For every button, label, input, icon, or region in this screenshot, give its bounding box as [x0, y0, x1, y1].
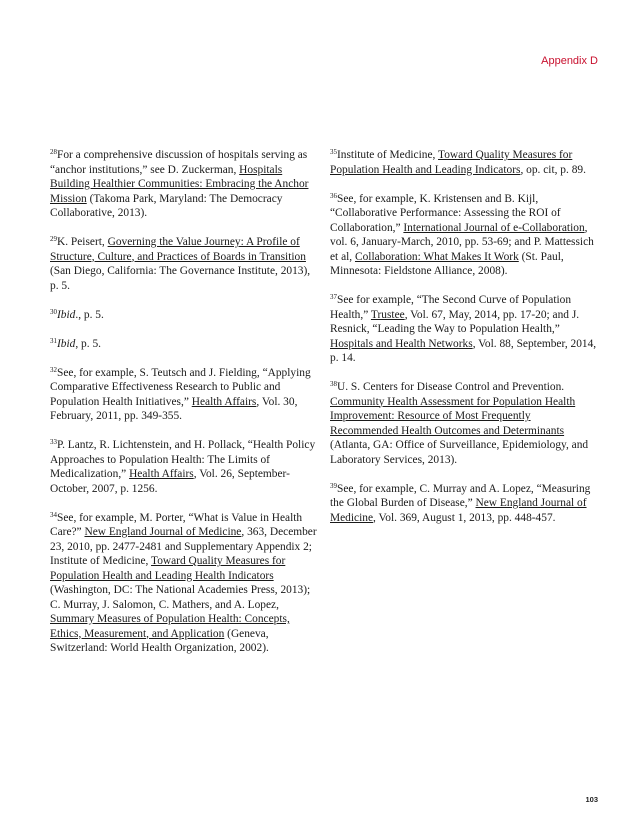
citation-title: Hospitals Building Healthier Communities: Embracing the Anchor Mission	[50, 163, 309, 205]
ibid-text: Ibid	[57, 308, 76, 321]
citation-title: New England Journal of Medicine	[330, 497, 587, 524]
footnote-39: $^{39}$See, for example, C. Murray and A. Lopez, “Measuring the Global Burden of Disease,” New England Journal of Medicine, Vol. 369, August 1, 2013, pp. 448-457.	[330, 481, 591, 524]
footnote-number: 34	[50, 510, 57, 519]
citation-title: Collaboration: What Makes It Work	[354, 250, 519, 263]
footnote-36: $^{36}$See, for example, K. Kristensen and B. Kijl, “Collaborative Performance: Assessing the ROI of Collaboration,” International Journal of e-Collaboration, vol. 6, January-March, 2010, pp. 53-69; and P. Mattessich et al, Collaboration: What Makes It Work (St. Paul, Minnesota: Fieldstone Alliance, 2008).	[330, 191, 594, 277]
citation-title: New England Journal of Medicine	[84, 526, 242, 538]
footnote-number: 35	[330, 148, 337, 156]
footnotes-right-column	[330, 148, 600, 540]
footnote-35: $^{35}$Institute of Medicine, Toward Quality Measures for Population Health and Leading Indicators, op. cit, p. 89.	[330, 148, 586, 176]
footnote-30: $^{30}$Ibid., p. 5.	[50, 307, 104, 321]
citation-title: Toward Quality Measures for Population Health and Leading Health Indicators	[50, 555, 286, 582]
citation-title: Toward Quality Measures for Population Health and Leading Indicators	[330, 149, 573, 176]
footnote-number: 30	[50, 307, 57, 316]
footnote-number: 37	[330, 293, 337, 301]
footnote-number: 39	[330, 481, 337, 490]
footnote-34: $^{34}$See, for example, M. Porter, “What is Value in Health Care?” New England Journal of Medicine, 363, December 23, 2010, pp. 2477-2481 and Supplementary Appendix 2; Institute of Medicine, Toward Quality Measures for Population Health and Leading Health Indicators (Washington, DC: The National Academies Press, 2013); C. Murray, J. Salomon, C. Mathers, and A. Lopez, Summary Measures of Population Health: Concepts, Ethics, Measurement, and Application (Geneva, Switzerland: World Health Organization, 2002).	[50, 510, 317, 654]
footnote-33: $^{33}$P. Lantz, R. Lichtenstein, and H. Pollack, “Health Policy Approaches to Population Health: The Limits of Medicalization,” Health Affairs, Vol. 26, September-October, 2007, p. 1256.	[50, 438, 316, 495]
footnotes-left-column	[50, 148, 318, 670]
citation-title: Community Health Assessment for Population Health Improvement: Resource of Most Frequently Recommended Health Outcomes and Determinants	[330, 395, 576, 437]
footnote-number: 36	[330, 191, 337, 200]
citation-title: Hospitals and Health Networks	[330, 337, 473, 350]
footnote-29: $^{29}$K. Peisert, Governing the Value Journey: A Profile of Structure, Culture, and Practices of Boards in Transition (San Diego, California: The Governance Institute, 2013), p. 5.	[50, 235, 311, 292]
footnote-number: 29	[50, 235, 57, 243]
footnote-32: $^{32}$See, for example, S. Teutsch and J. Fielding, “Applying Comparative Effectiveness Research to Public and Population Health Initiatives,” Health Affairs, Vol. 30, February, 2011, pp. 349-355.	[50, 365, 311, 422]
appendix-label: Appendix D	[541, 55, 598, 67]
citation-title: Summary Measures of Population Health: Concepts, Ethics, Measurement, and Application	[50, 613, 290, 640]
citation-title: International Journal of e-Collaboration	[403, 221, 585, 234]
footnote-number: 28	[50, 148, 57, 156]
citation-title: Governing the Value Journey: A Profile of Structure, Culture, and Practices of Boards in Transition	[50, 236, 306, 263]
footnote-31: $^{31}$Ibid, p. 5.	[50, 336, 101, 350]
ibid-text: Ibid	[57, 337, 76, 350]
citation-title: Trustee	[370, 308, 405, 321]
footnote-number: 38	[330, 380, 337, 388]
footnote-number: 32	[50, 365, 57, 374]
citation-title: Health Affairs	[129, 468, 194, 480]
page-number: 103	[585, 795, 598, 804]
footnote-37: $^{37}$See for example, “The Second Curve of Population Health,” Trustee, Vol. 67, May, 2014, pp. 17-20; and J. Resnick, “Leading the Way to Population Health,” Hospitals and Health Networks, Vol. 88, September, 2014, p. 14.	[330, 293, 597, 364]
footnote-28: $^{28}$For a comprehensive discussion of hospitals serving as “anchor institutions,” see D. Zuckerman, Hospitals Building Healthier Communities: Embracing the Anchor Mission (Takoma Park, Maryland: The Democracy Collaborative, 2013).	[50, 148, 309, 219]
footnote-38: $^{38}$U. S. Centers for Disease Control and Prevention. Community Health Assessment for Population Health Improvement: Resource of Most Frequently Recommended Health Outcomes and Determinants (Atlanta, GA: Office of Surveillance, Epidemiology, and Laboratory Services, 2013).	[330, 380, 589, 466]
footnote-number: 33	[50, 438, 57, 446]
footnote-number: 31	[50, 336, 57, 345]
citation-title: Health Affairs	[191, 395, 257, 408]
